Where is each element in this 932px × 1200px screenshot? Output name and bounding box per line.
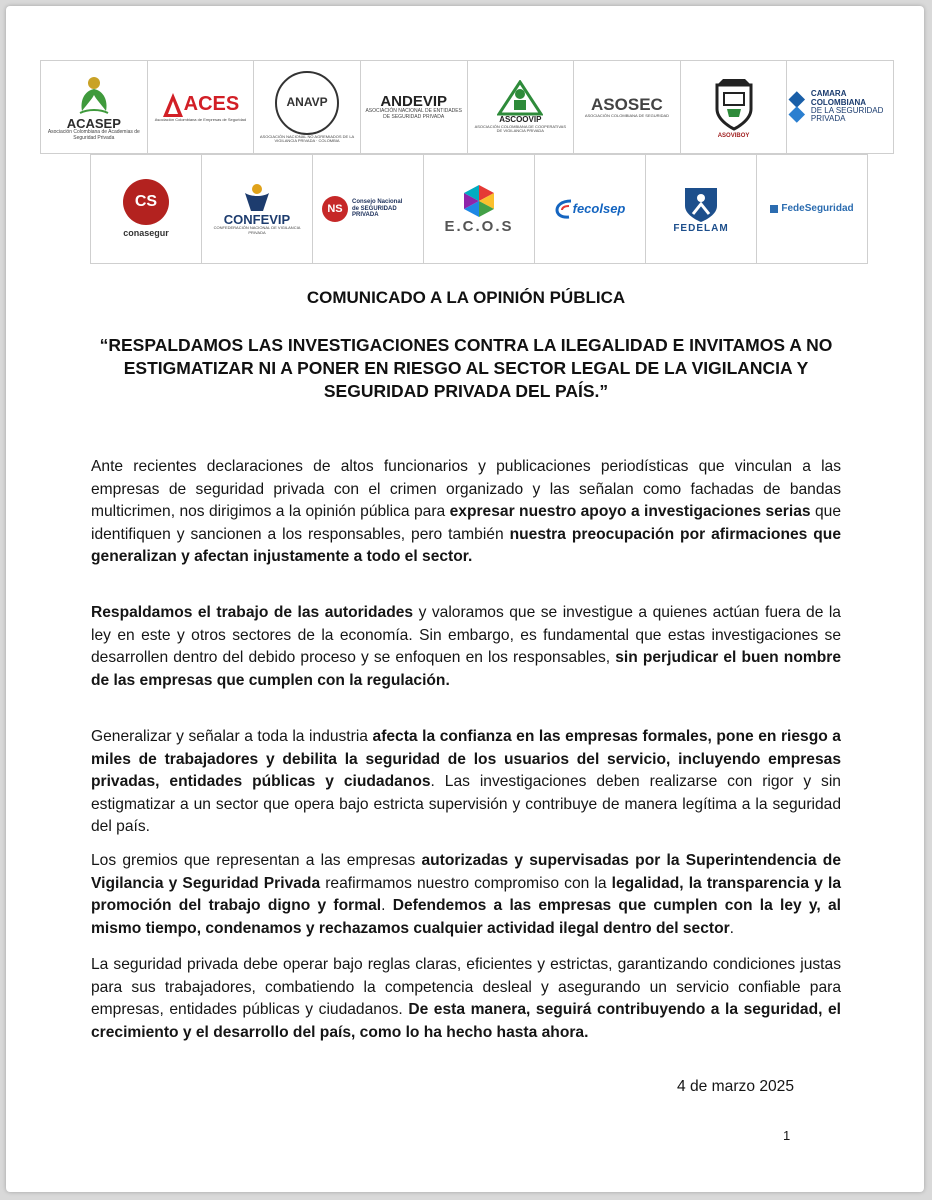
fecolsep-swoosh-icon <box>555 198 573 220</box>
paragraph-4 <box>91 850 841 940</box>
aces-logo-sub: Asociación Colombiana de Empresas de Seguridad <box>154 116 247 122</box>
bold-text-run: nuestra preocupación por afirmaciones que generalizan y afectan injustamente a todo el sector. <box>91 525 841 565</box>
confevip-figure-icon <box>243 183 271 213</box>
fecolsep-logo <box>535 155 646 263</box>
fedelam-shield-icon <box>681 184 721 224</box>
ascoovip-triangle-icon <box>497 80 543 116</box>
acasep-emblem-icon <box>74 73 114 117</box>
fedelam-logo <box>646 155 757 263</box>
asosec-logo-sub: ASOCIACIÓN COLOMBIANA DE SEGURIDAD <box>584 112 670 118</box>
bold-text-run: legalidad, la transparencia y la promoción del trabajo digno y formal <box>91 874 842 914</box>
aces-logo-text: ACES <box>183 93 240 116</box>
fedeseguridad-logo <box>757 155 867 263</box>
anavp-logo-text: ANAVP <box>286 95 328 110</box>
text-run: . Las investigaciones deben realizarse con rigor y sin estigmatizar a un sector que opera bajo estricta supervisión y contribuye de manera legítima a la seguridad del país. <box>91 773 841 835</box>
text-run: . <box>381 897 393 914</box>
text-run: . <box>729 919 735 937</box>
paragraph-2 <box>91 602 841 692</box>
logo-row-top <box>40 60 894 154</box>
anavp-seal-icon <box>275 71 339 135</box>
asoviboy-logo <box>681 61 788 153</box>
anavp-logo <box>254 61 361 153</box>
bold-text-run: sin perjudicar el buen nombre de las empresas que cumplen con la regulación. <box>91 649 841 689</box>
ascoovip-logo-sub: ASOCIACIÓN COLOMBIANA DE COOPERATIVAS DE VIGILANCIA PRIVADA <box>474 123 567 134</box>
conasegur-logo-text: conasegur <box>123 228 169 239</box>
ascoovip-logo-text: ASCOOVIP <box>499 115 542 125</box>
fedelam-logo-text: FEDELAM <box>673 222 729 234</box>
ascoovip-logo <box>468 61 575 153</box>
text-run: Ante recientes declaraciones de altos funcionarios y publicaciones periodísticas que vinculan a las empresas de seguridad privada con el crimen organizado y las señalan como fachadas de bandas multicrimen, nos dirigimos a la opinión pública para <box>91 458 841 520</box>
text-run: La seguridad privada debe operar bajo reglas claras, eficientes y estrictas, garantizando condiciones justas para sus trabajadores, combatiendo la competencia desleal y asegurando un servicio confiable para empresas, entidades públicas y ciudadanos. <box>91 956 841 1018</box>
andevip-logo-sub: ASOCIACIÓN NACIONAL DE ENTIDADES DE SEGURIDAD PRIVADA <box>365 108 462 120</box>
asosec-logo <box>574 61 681 153</box>
bold-text-run: Defendemos a las empresas que cumplen con la ley y, al mismo tiempo, condenamos y rechazamos cualquier actividad ilegal dentro del sector <box>91 897 842 937</box>
consejo-logo-sub: Consejo Nacional de SEGURIDAD PRIVADA <box>352 199 403 219</box>
text-run: reafirmamos nuestro compromiso con la <box>320 874 612 892</box>
anavp-logo-sub: ASOCIACIÓN NACIONAL NO AGREMIADOS DE LA VIGILANCIA PRIVADA · COLOMBIA <box>259 133 355 143</box>
text-run: que identifiquen y sancionen a los responsables, pero también <box>91 503 841 543</box>
page-title: COMUNICADO A LA OPINIÓN PÚBLICA <box>306 288 626 307</box>
acasep-logo <box>41 61 148 153</box>
fedeseguridad-logo-text: FedeSeguridad <box>781 202 854 214</box>
camara-logo-sub: DE LA SEGURIDAD PRIVADA <box>810 106 884 124</box>
page-number: 1 <box>783 1128 791 1143</box>
text-run: Generalizar y señalar a toda la industria <box>91 728 373 745</box>
camara-logo-text: CAMARA COLOMBIANA <box>810 89 867 107</box>
confevip-logo-text: CONFEVIP <box>223 211 291 227</box>
bold-text-run: Respaldamos el trabajo de las autoridades <box>91 604 414 621</box>
text-run: y valoramos que se investigue a quienes actúan fuera de la ley en este y otros sectores de la economía. Sin embargo, es fundamental que estas investigaciones se desarrollen dentro del debido proceso y se enfoquen en los responsables, <box>91 604 841 666</box>
confevip-logo <box>202 155 313 263</box>
acasep-logo-sub: Asociación Colombiana de Academias de Seguridad Privada <box>47 129 140 141</box>
ns-badge-icon: NS <box>322 196 348 222</box>
fecolsep-logo-text: fecolsep <box>572 201 626 217</box>
paragraph-1 <box>91 456 841 569</box>
ecos-logo <box>424 155 535 263</box>
camara-colombiana-logo <box>787 61 893 153</box>
text-run: Los gremios que representan a las empresas <box>91 852 422 869</box>
acasep-logo-text: ACASEP <box>66 115 121 131</box>
document-date: 4 de marzo 2025 <box>677 1078 795 1095</box>
bold-text-run: expresar nuestro apoyo a investigaciones serias <box>449 503 811 520</box>
conasegur-emblem-icon: CS <box>123 179 169 225</box>
aces-logo <box>148 61 255 153</box>
paragraph-3 <box>91 726 841 839</box>
asoviboy-logo-text: ASOVIBOY <box>717 132 750 139</box>
bold-text-run: afecta la confianza en las empresas formales, pone en riesgo a miles de trabajadores y debilita la seguridad de los usuarios del servicio, incluyendo empresas privadas, entidades públicas y ciudadanos <box>91 728 841 790</box>
aces-triangle-icon <box>162 92 184 118</box>
ecos-logo-text: E.C.O.S <box>444 218 514 236</box>
conasegur-logo <box>91 155 202 263</box>
bold-text-run: De esta manera, seguirá contribuyendo a la seguridad, el crecimiento y el desarrollo del país, como lo ha hecho hasta ahora. <box>91 1001 841 1041</box>
asosec-logo-text: ASOSEC <box>591 94 663 114</box>
bold-text-run: autorizadas y supervisadas por la Superintendencia de Vigilancia y Seguridad Privada <box>91 852 841 892</box>
confevip-logo-sub: CONFEDERACIÓN NACIONAL DE VIGILANCIA PRIVADA <box>213 225 301 235</box>
camara-diamond-icon <box>787 84 807 130</box>
andevip-logo <box>361 61 468 153</box>
fedeseguridad-mark-icon <box>770 205 778 213</box>
consejo-nacional-logo <box>313 155 424 263</box>
andevip-logo-text: ANDEVIP <box>380 92 448 110</box>
logo-row-bottom <box>90 154 868 264</box>
paragraph-5 <box>91 954 841 1044</box>
page-subtitle: “RESPALDAMOS LAS INVESTIGACIONES CONTRA LA ILEGALIDAD E INVITAMOS A NO ESTIGMATIZAR NI A PONER EN RIESGO AL SECTOR LEGAL DE LA VIGILANCIA Y SEGURIDAD PRIVADA DEL PAÍS.” <box>99 335 833 401</box>
ecos-hexagon-icon <box>460 183 498 219</box>
asoviboy-shield-icon <box>709 75 759 133</box>
